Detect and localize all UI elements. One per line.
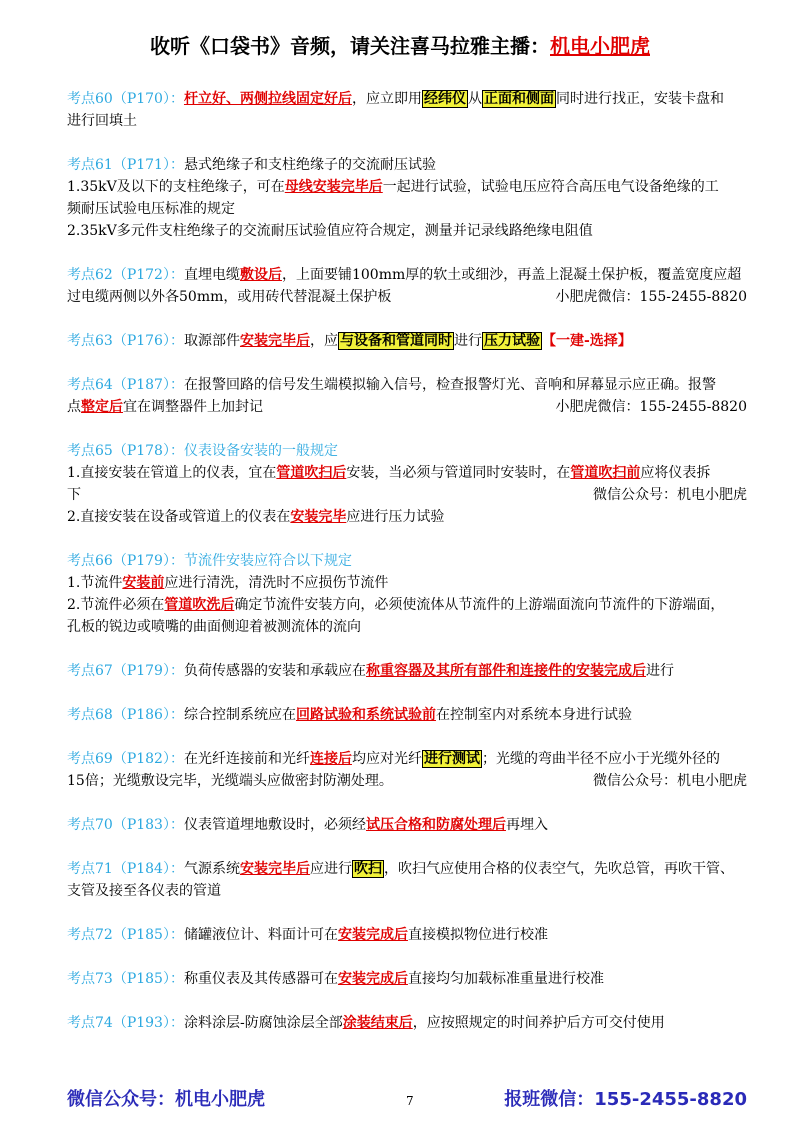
- kaodian-label: 考点64（P187）：: [67, 377, 184, 393]
- kaodian-label: 考点63（P176）：: [67, 333, 184, 349]
- text: 在光纤连接前和光纤: [183, 751, 310, 767]
- header-prefix: 收听《口袋书》音频，请关注喜马拉雅主播：: [150, 34, 550, 58]
- header-host: 机电小肥虎: [550, 34, 650, 58]
- page-number: 7: [406, 1094, 414, 1108]
- text: 从: [467, 91, 482, 107]
- text: 负荷传感器的安装和承载应在: [183, 663, 366, 679]
- text: 下: [67, 487, 81, 503]
- highlight: 试压合格和防腐处理后: [365, 817, 506, 833]
- text: 直埋电缆: [183, 267, 240, 283]
- kaodian-label: 考点69（P182）：: [67, 751, 184, 767]
- highlight: 安装完毕: [290, 509, 347, 525]
- kaodian-label: 考点74（P193）：: [67, 1015, 184, 1031]
- text: 同时进行找正，安装卡盘和: [555, 91, 724, 107]
- section-title: 节流件安装应符合以下规定: [183, 553, 352, 569]
- highlight: 回路试验和系统试验前: [295, 707, 436, 723]
- page-header: [0, 30, 800, 59]
- kaodian-label: 考点61（P171）：: [67, 157, 184, 173]
- highlight: 管道吹洗后: [164, 597, 235, 613]
- text: 称重仪表及其传感器可在: [183, 971, 338, 987]
- kaodian-label: 考点73（P185）：: [67, 971, 184, 987]
- highlight: 连接后: [309, 751, 352, 767]
- text: 进行: [453, 333, 482, 349]
- text: 15倍；光缆敷设完毕，光缆端头应做密封防潮处理。: [67, 773, 393, 789]
- text: 支管及接至各仪表的管道: [67, 883, 221, 899]
- wechat-note: 小肥虎微信：155-2455-8820: [555, 399, 747, 415]
- content: [67, 88, 747, 1056]
- text: 应进行: [309, 861, 352, 877]
- text: 应进行清洗，清洗时不应损伤节流件: [164, 575, 389, 591]
- text: 宜在调整器件上加封记: [123, 399, 263, 415]
- kaodian-66: [67, 550, 747, 638]
- text: 应进行压力试验: [346, 509, 445, 525]
- text: 1.节流件: [67, 575, 123, 591]
- kaodian-60: [67, 88, 747, 132]
- text: 涂料涂层-防腐蚀涂层全部: [183, 1015, 343, 1031]
- boxed-term: 吹扫: [353, 861, 382, 877]
- highlight: 母线安装完毕后: [284, 179, 383, 195]
- boxed-term: 压力试验: [483, 333, 540, 349]
- kaodian-65: [67, 440, 747, 528]
- kaodian-label: 考点62（P172）：: [67, 267, 184, 283]
- text: 储罐液位计、料面计可在: [183, 927, 338, 943]
- footer-signup-wechat: 报班微信：155-2455-8820: [504, 1089, 747, 1110]
- highlight: 安装完毕后: [239, 333, 310, 349]
- text: 直接模拟物位进行校准: [407, 927, 548, 943]
- section-title: 仪表设备安装的一般规定: [183, 443, 338, 459]
- text: ；光缆的弯曲半径不应小于光缆外径的: [481, 751, 720, 767]
- text: 进行回填土: [67, 113, 137, 129]
- text: 2.直接安装在设备或管道上的仪表在: [67, 509, 291, 525]
- kaodian-73: [67, 968, 747, 990]
- highlight: 涂装结束后: [342, 1015, 413, 1031]
- kaodian-63: [67, 330, 747, 352]
- text: ，应: [309, 333, 338, 349]
- kaodian-70: [67, 814, 747, 836]
- boxed-term: 经纬仪: [423, 91, 466, 107]
- text: 应将仪表拆: [640, 465, 711, 481]
- exam-tag: 【一建-选择】: [541, 333, 632, 349]
- highlight: 安装完毕后: [239, 861, 310, 877]
- kaodian-label: 考点67（P179）：: [67, 663, 184, 679]
- text: ，应立即用: [351, 91, 422, 107]
- highlight: 称重容器及其所有部件和连接件的安装完成后: [365, 663, 646, 679]
- kaodian-label: 考点70（P183）：: [67, 817, 184, 833]
- wechat-note: 小肥虎微信：155-2455-8820: [555, 289, 747, 305]
- kaodian-71: [67, 858, 747, 902]
- text: 点: [67, 399, 81, 415]
- text: ，吹扫气应使用合格的仪表空气，先吹总管，再吹干管、: [383, 861, 734, 877]
- text: 仪表管道埋地敷设时，必须经: [183, 817, 366, 833]
- text: 2.节流件必须在: [67, 597, 165, 613]
- text: 孔板的锐边或喷嘴的曲面侧迎着被测流体的流向: [67, 619, 361, 635]
- boxed-term: 与设备和管道同时: [339, 333, 452, 349]
- kaodian-74: [67, 1012, 747, 1034]
- text: 综合控制系统应在: [183, 707, 296, 723]
- kaodian-label: 考点72（P185）：: [67, 927, 184, 943]
- kaodian-72: [67, 924, 747, 946]
- text: ，应按照规定的时间养护后方可交付使用: [412, 1015, 665, 1031]
- boxed-term: 正面和侧面: [483, 91, 554, 107]
- kaodian-68: [67, 704, 747, 726]
- text: 频耐压试验电压标准的规定: [67, 201, 235, 217]
- highlight: 杆立好、两侧拉线固定好后: [183, 91, 352, 107]
- kaodian-label: 考点71（P184）：: [67, 861, 184, 877]
- highlight: 管道吹扫前: [570, 465, 641, 481]
- text: ，上面要铺100mm厚的软土或细沙，再盖上混凝土保护板，覆盖宽度应超: [281, 267, 742, 283]
- text: 在报警回路的信号发生端模拟输入信号，检查报警灯光、音响和屏幕显示应正确。报警: [183, 377, 716, 393]
- text: 过电缆两侧以外各50mm，或用砖代替混凝土保护板: [67, 289, 392, 305]
- text: 确定节流件安装方向，必须使流体从节流件的上游端面流向节流件的下游端面，: [234, 597, 725, 613]
- text: 气源系统: [183, 861, 240, 877]
- highlight: 管道吹扫后: [276, 465, 347, 481]
- text: 一起进行试验，试验电压应符合高压电气设备绝缘的工: [382, 179, 719, 195]
- text: 取源部件: [183, 333, 240, 349]
- text: 1.35kV及以下的支柱绝缘子，可在: [67, 179, 285, 195]
- text: 再埋入: [505, 817, 548, 833]
- footer-wechat-account: 微信公众号：机电小肥虎: [67, 1089, 265, 1110]
- text: 进行: [645, 663, 674, 679]
- boxed-term: 进行测试: [423, 751, 480, 767]
- text: 1.直接安装在管道上的仪表，宜在: [67, 465, 277, 481]
- highlight: 安装完成后: [337, 927, 408, 943]
- highlight: 敷设后: [239, 267, 282, 283]
- kaodian-69: [67, 748, 747, 792]
- wechat-note: 微信公众号：机电小肥虎: [593, 487, 747, 503]
- kaodian-62: [67, 264, 747, 308]
- wechat-note: 微信公众号：机电小肥虎: [593, 773, 747, 789]
- text: 直接均匀加载标准重量进行校准: [407, 971, 604, 987]
- highlight: 整定后: [81, 399, 123, 415]
- text: 在控制室内对系统本身进行试验: [435, 707, 632, 723]
- kaodian-64: [67, 374, 747, 418]
- highlight: 安装完成后: [337, 971, 408, 987]
- kaodian-label: 考点68（P186）：: [67, 707, 184, 723]
- text: 安装，当必须与管道同时安装时，在: [346, 465, 571, 481]
- text: 2.35kV多元件支柱绝缘子的交流耐压试验值应符合规定，测量并记录线路绝缘电阻值: [67, 223, 593, 239]
- kaodian-label: 考点66（P179）：: [67, 553, 184, 569]
- text: 均应对光纤: [351, 751, 422, 767]
- highlight: 安装前: [122, 575, 165, 591]
- text: 悬式绝缘子和支柱绝缘子的交流耐压试验: [183, 157, 436, 173]
- kaodian-67: [67, 660, 747, 682]
- kaodian-label: 考点60（P170）：: [67, 91, 184, 107]
- kaodian-61: [67, 154, 747, 242]
- kaodian-label: 考点65（P178）：: [67, 443, 184, 459]
